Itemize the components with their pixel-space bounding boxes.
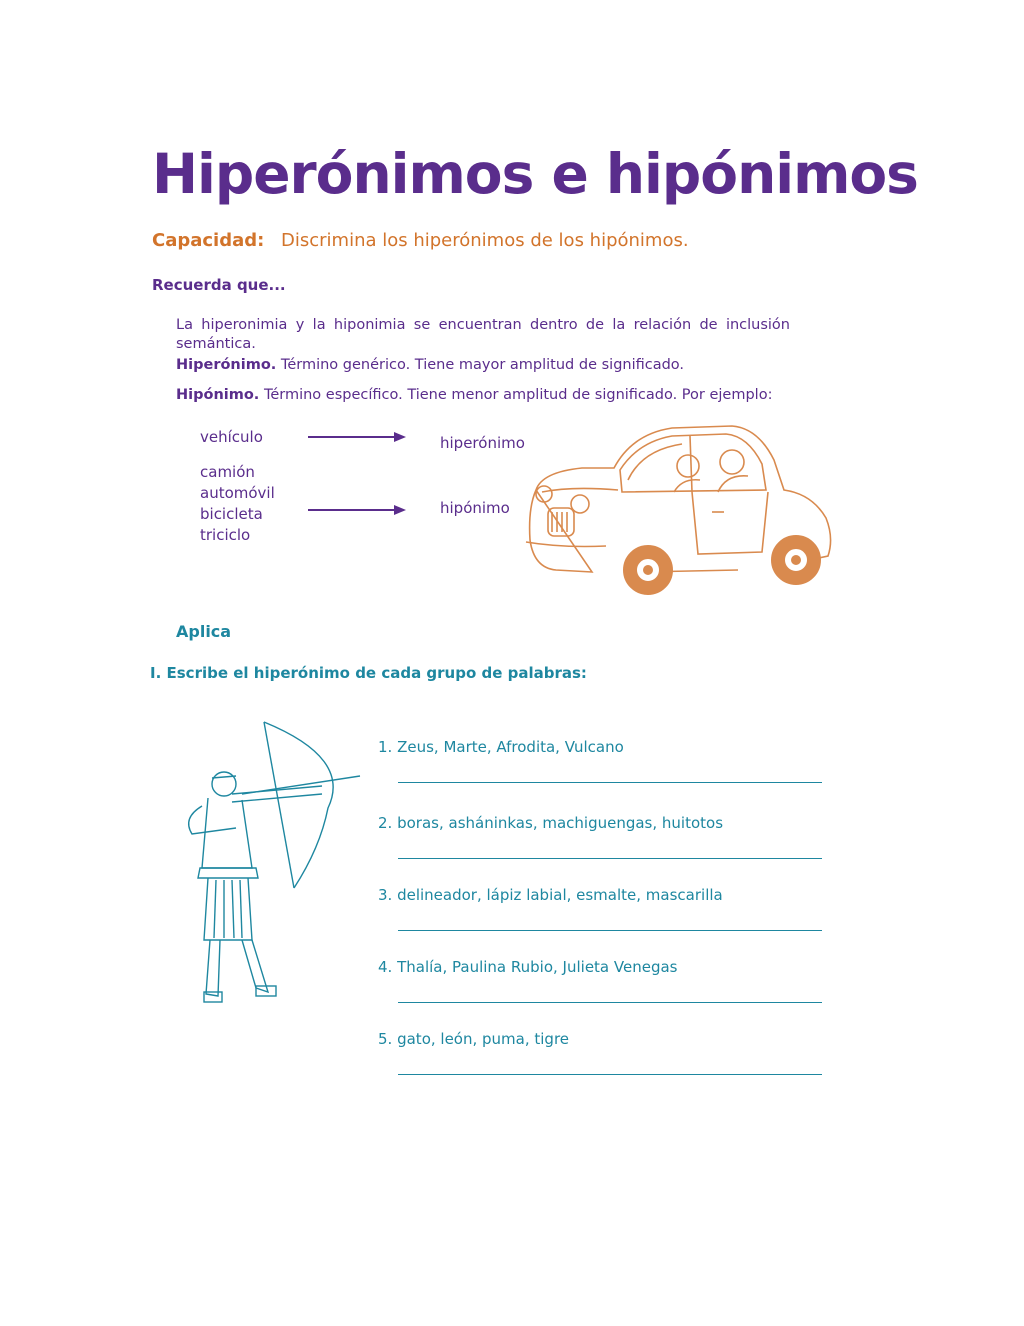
example-specific-list bbox=[200, 462, 275, 546]
question-text: boras, asháninkas, machiguengas, huitotos bbox=[397, 814, 724, 832]
intro-paragraph: La hiperonimia y la hiponimia se encuentran dentro de la relación de inclusión semántica. bbox=[176, 317, 790, 352]
list-item: triciclo bbox=[200, 526, 251, 544]
question-5 bbox=[378, 1030, 569, 1048]
hiponimo-def-text: Término específico. Tiene menor amplitud de significado. Por ejemplo: bbox=[263, 387, 773, 403]
car-illustration bbox=[522, 420, 840, 600]
answer-line-1[interactable] bbox=[398, 782, 822, 783]
example-general-word: vehículo bbox=[200, 428, 263, 446]
answer-line-3[interactable] bbox=[398, 930, 822, 931]
question-number: 1. bbox=[378, 738, 393, 756]
hiperonimo-definition bbox=[176, 356, 684, 375]
arrow-icon bbox=[308, 503, 408, 517]
hiponimo-definition bbox=[176, 386, 772, 405]
list-item: camión bbox=[200, 463, 255, 481]
recuerda-heading: Recuerda que... bbox=[152, 276, 286, 294]
aplica-heading: Aplica bbox=[176, 622, 232, 641]
question-text: Thalía, Paulina Rubio, Julieta Venegas bbox=[397, 958, 678, 976]
list-item: bicicleta bbox=[200, 505, 263, 523]
answer-line-2[interactable] bbox=[398, 858, 822, 859]
answer-line-5[interactable] bbox=[398, 1074, 822, 1075]
question-number: 5. bbox=[378, 1030, 393, 1048]
hiperonimo-def-text: Término genérico. Tiene mayor amplitud de significado. bbox=[280, 357, 685, 373]
hiperonimo-term: Hiperónimo. bbox=[176, 357, 277, 373]
capacidad-label: Capacidad: bbox=[152, 230, 265, 251]
hiponimo-term: Hipónimo. bbox=[176, 387, 260, 403]
example-hiponimo-label: hipónimo bbox=[440, 499, 510, 517]
question-text: delineador, lápiz labial, esmalte, mascarilla bbox=[397, 886, 723, 904]
archer-illustration bbox=[172, 718, 368, 1010]
arrow-icon bbox=[308, 430, 408, 444]
question-number: 2. bbox=[378, 814, 393, 832]
question-1 bbox=[378, 738, 624, 756]
page-title: Hiperónimos e hipónimos bbox=[152, 142, 918, 206]
list-item: automóvil bbox=[200, 484, 275, 502]
question-text: gato, león, puma, tigre bbox=[397, 1030, 570, 1048]
answer-line-4[interactable] bbox=[398, 1002, 822, 1003]
question-3 bbox=[378, 886, 723, 904]
instruction-text: I. Escribe el hiperónimo de cada grupo de palabras: bbox=[150, 664, 587, 682]
capacidad-text: Discrimina los hiperónimos de los hipónimos. bbox=[281, 230, 689, 251]
question-4 bbox=[378, 958, 677, 976]
question-2 bbox=[378, 814, 723, 832]
example-hiperonimo-label: hiperónimo bbox=[440, 434, 525, 452]
question-number: 3. bbox=[378, 886, 393, 904]
question-text: Zeus, Marte, Afrodita, Vulcano bbox=[397, 738, 624, 756]
question-number: 4. bbox=[378, 958, 393, 976]
